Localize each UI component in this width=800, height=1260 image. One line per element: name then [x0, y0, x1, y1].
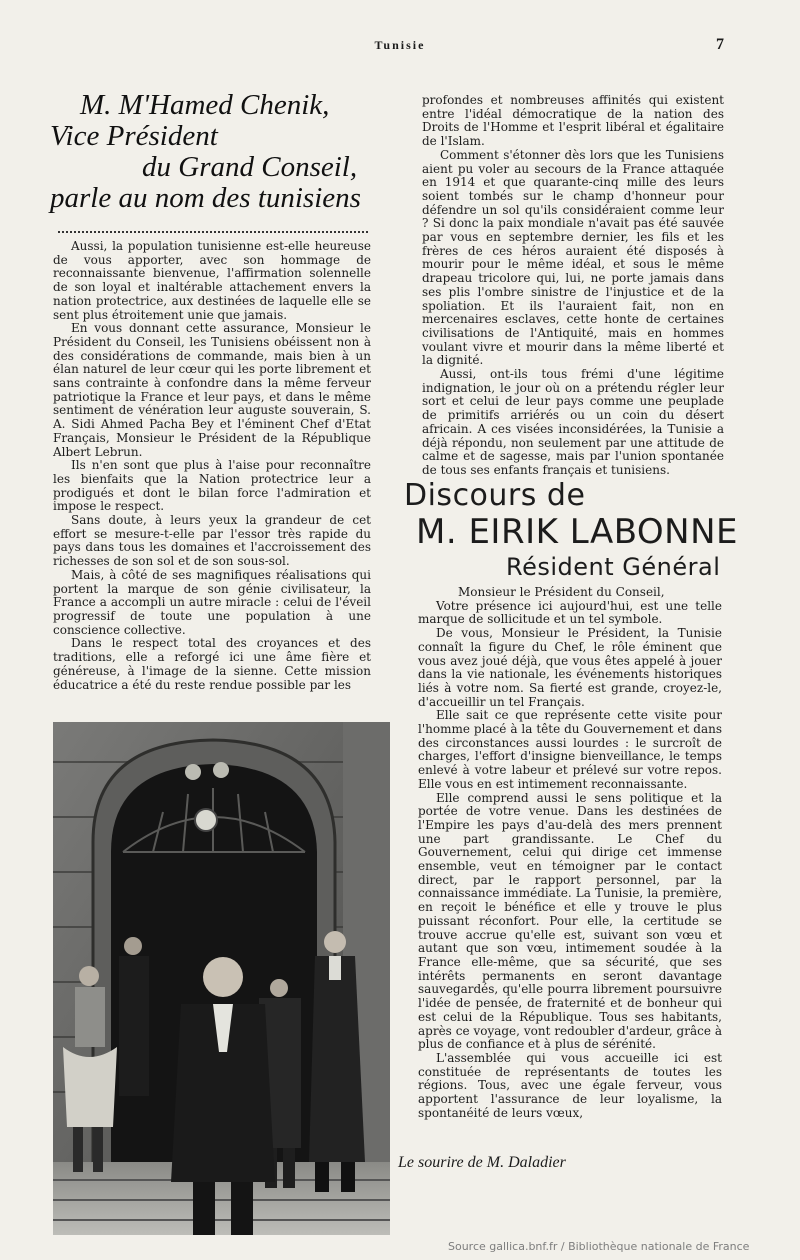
- paragraph: Votre présence ici aujourd'hui, est une telle marque de sollicitude et un tel symbole.: [418, 598, 722, 627]
- article-title: [50, 90, 380, 214]
- paragraph: Ils n'en sont que plus à l'aise pour reconnaître les bienfaits que la Nation protectrice leur a prodigués et dont le bilan force l'admiration et impose le respect.: [53, 458, 371, 514]
- page-number: 7: [716, 36, 724, 53]
- title-line-3: du Grand Conseil,: [142, 151, 358, 183]
- paragraph: En vous donnant cette assurance, Monsieur le Président du Conseil, les Tunisiens obéissent non à des considérations de commande, mais bien à un élan naturel de leur cœur qui les porte librement et sans contrainte à confondre dans la même ferveur patriotique la France et leur pays, et dans le même sentiment de vénération leur auguste souverain, S. A. Sidi Ahmed Pacha Bey et l'éminent Chef d'Etat Français, Monsieur le Président de la République Albert Lebrun.: [53, 321, 371, 459]
- paragraph: Mais, à côté de ses magnifiques réalisations qui portent la marque de son génie civilisateur, la France a accompli un autre miracle : celui de l'éveil progressif de toute une population à une conscience collective.: [53, 567, 371, 637]
- title-line-1: M. M'Hamed Chenik,: [80, 89, 330, 121]
- speech-heading-line-1: Discours de: [404, 478, 586, 513]
- paragraph: profondes et nombreuses affinités qui existent entre l'idéal démocratique de la nation des Droits de l'Homme et l'esprit libéral et égalitaire de l'Islam.: [422, 93, 724, 149]
- paragraph: Comment s'étonner dès lors que les Tunisiens aient pu voler au secours de la France attaquée en 1914 et que quarante-cinq mille des leurs soient tombés sur le champ d'honneur pour défendre un sol qu'ils considéraient comme leur ? Si donc la paix mondiale n'avait pas été sauvée par vous en septembre dernier, les fils et les frères de ces héros auraient été disposés à mourir pour le même idéal, et sous le même drapeau tricolore qui, lui, ne porte jamais dans ses plis l'ombre sinistre de l'injustice et de la spoliation. Et ils l'auraient fait, non en mercenaires esclaves, cette honte de certaines civilisations de l'Antiquité, mais en hommes voulant vivre et mourir dans la même liberté et la dignité.: [422, 147, 724, 368]
- paragraph: De vous, Monsieur le Président, la Tunisie connaît la figure du Chef, le rôle éminent que vous avez joué déjà, que vous êtes appelé à jouer dans la vie nationale, les événements historiques liés à votre nom. Sa fierté est grande, croyez-le, d'accueillir un tel Français.: [418, 626, 722, 709]
- paragraph: Aussi, la population tunisienne est-elle heureuse de vous apporter, avec son hommage de reconnaissante bienvenue, l'affirmation solennelle de son loyal et inaltérable attachement envers la nation protectrice, aux destinées de laquelle elle se sent plus étroitement unie que jamais.: [53, 239, 371, 322]
- right-column-top: [422, 94, 724, 478]
- left-column: [53, 240, 371, 692]
- paragraph: Elle sait ce que représente cette visite pour l'homme placé à la tête du Gouvernement et dans des circonstances aussi lourdes : le surcroît de charges, l'effort d'insigne bienveillance, le temps enlevé à votre labeur et prélevé sur votre repos. Elle vous en est intimement reconnaissante.: [418, 708, 722, 791]
- source-footer: Source gallica.bnf.fr / Bibliothèque nationale de France: [448, 1240, 750, 1253]
- title-line-4: parle au nom des tunisiens: [50, 182, 361, 214]
- title-line-2: Vice Président: [50, 120, 218, 152]
- salutation: Monsieur le Président du Conseil,: [458, 585, 665, 599]
- photograph: [53, 722, 390, 1235]
- right-column-bottom: [418, 586, 722, 1120]
- paragraph: L'assemblée qui vous accueille ici est constituée de représentants de toutes les régions. Tous, avec une égale ferveur, vous apportent l'assurance de leur loyalisme, la spontanéité de leurs vœux,: [418, 1050, 722, 1120]
- speaker-title: Résident Général: [506, 553, 721, 581]
- dotted-separator: [58, 231, 368, 233]
- photo-caption: Le sourire de M. Daladier: [398, 1154, 566, 1171]
- paragraph: Dans le respect total des croyances et des traditions, elle a reforgé ici une âme fière et généreuse, à l'image de la sienne. Cette mission éducatrice a été du reste rendue possible par les: [53, 636, 371, 692]
- paragraph: Sans doute, à leurs yeux la grandeur de cet effort se mesure-t-elle par l'essor très rapide du pays dans tous les domaines et l'accroissement des richesses de son sol et de son sous-sol.: [53, 513, 371, 569]
- speaker-name: M. EIRIK LABONNE: [416, 512, 739, 552]
- paragraph: Aussi, ont-ils tous frémi d'une légitime indignation, le jour où on a prétendu régler leur sort et celui de leur pays comme une peuplade de primitifs arriérés ou un coin du désert africain. A ces visées inconsidérées, la Tunisie a déjà répondu, non seulement par une attitude de calme et de sagesse, mais par l'union spontanée de tous ses enfants français et tunisiens.: [422, 367, 724, 477]
- paragraph: Elle comprend aussi le sens politique et la portée de votre venue. Dans les destinées de l'Empire les pays d'au-delà des mers prennent une part grandissante. Le Chef du Gouvernement, celui qui dirige cet immense ensemble, veut en témoigner par le contact direct, par le rapport personnel, par la connaissance immédiate. La Tunisie, la première, en reçoit le bénéfice et elle y trouve le plus puissant réconfort. Pour elle, la certitude se trouve accrue qu'elle est, suivant son vœu et autant que son vœu, intimement soudée à la France elle-même, que sa sécurité, que ses intérêts permanents en seront davantage sauvegardés, qu'elle pourra librement poursuivre l'idée de pensée, de fraternité et de bonheur qui est celui de la République. Tous ses habitants, après ce voyage, vont redoubler d'ardeur, grâce à plus de confiance et à plus de sérénité.: [418, 790, 722, 1052]
- photo-illustration: [53, 722, 390, 1235]
- running-header: Tunisie: [374, 38, 426, 52]
